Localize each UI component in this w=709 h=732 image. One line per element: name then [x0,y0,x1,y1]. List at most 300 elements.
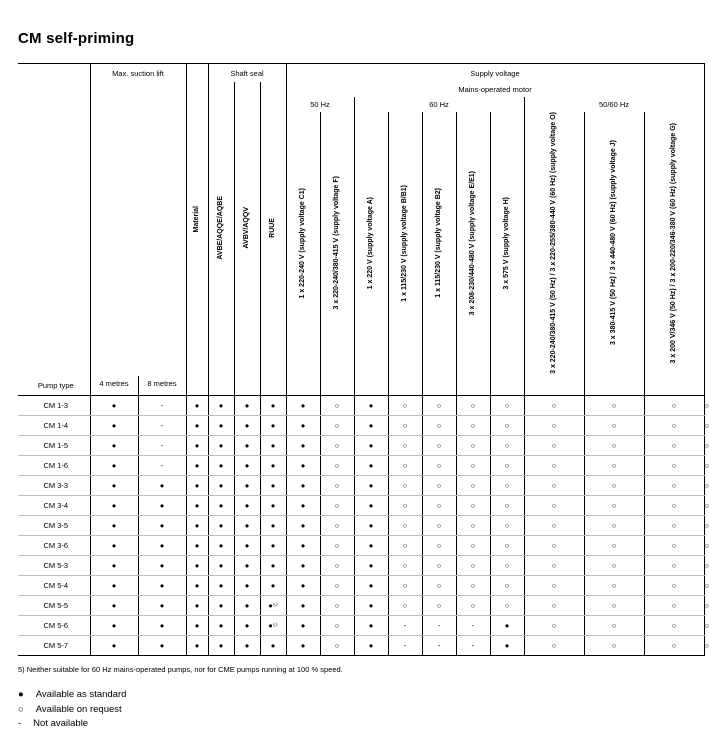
header-row-mains [18,82,704,97]
row-cell: ○ [524,395,584,415]
footnote: 5) Neither suitable for 60 Hz mains-operated pumps, nor for CME pumps running at 100 % speed. [18,664,343,674]
row-cell: ○ [524,455,584,475]
row-cell: ○ [422,455,456,475]
row-cell: ● [234,415,260,435]
spacer-v3-bottom [354,376,388,396]
row-cell: ○ [644,415,704,435]
row-cell: ○ [524,595,584,615]
row-cell: ● [234,635,260,655]
row-cell: ○ [320,395,354,415]
row-cell: ○ [422,555,456,575]
row-cell: ○ [456,435,490,455]
table-row: CM 1-6 ● - ● ● ● ● ● ○ ● ○ ○ ○ ○ ○ ○ ○ ○ [18,455,704,475]
row-cell: ○ [524,555,584,575]
header-5060hz: 50/60 Hz [524,97,704,112]
legend-symbol-standard: ● [18,688,24,700]
header-seal-avbe [208,82,234,376]
row-cell: ● [90,455,138,475]
spacer-v5-bottom [422,376,456,396]
header-row-metres [18,376,704,396]
spacer-v10-bottom [644,376,704,396]
header-supply-voltage: Supply voltage [286,64,704,83]
row-cell: ○ [456,395,490,415]
row-cell: ○ [456,535,490,555]
row-cell: ● [354,575,388,595]
spacer-seal1-bottom [208,376,234,396]
row-cell: ● [260,495,286,515]
matrix-body [18,395,709,655]
row-cell: ● [286,575,320,595]
header-voltage-a-label: 1 x 220 V (supply voltage A) [366,196,374,290]
row-cell: ○ [490,535,524,555]
row-cell: ● [354,515,388,535]
row-cell: ○ [524,575,584,595]
row-cell: ● [208,415,234,435]
row-cell: ○ [320,415,354,435]
header-voltage-h [490,112,524,376]
row-cell: ○ [320,495,354,515]
row-pump-type: CM 5-3 [18,555,90,575]
row-cell: ●⁵⁾ [260,615,286,635]
row-cell: ● [354,435,388,455]
row-cell: ● [138,615,186,635]
row-cell: ● [90,495,138,515]
header-mains-operated-motor: Mains-operated motor [286,82,704,97]
row-cell: ○ [584,595,644,615]
row-cell: ○ [388,455,422,475]
row-cell: ○ [584,395,644,415]
row-cell: ● [490,615,524,635]
spacer-v6-bottom [456,376,490,396]
row-cell: ● [90,435,138,455]
row-cell: ○ [456,495,490,515]
row-cell: ○ [490,575,524,595]
row-cell: ○ [584,635,644,655]
row-cell: ○ [644,635,704,655]
row-cell: ● [286,435,320,455]
row-cell: ○ [320,615,354,635]
row-pump-type: CM 5-7 [18,635,90,655]
row-cell: ○ [524,435,584,455]
header-voltage-e-e1 [456,112,490,376]
row-pump-type: CM 3-3 [18,475,90,495]
row-pump-type: CM 1-5 [18,435,90,455]
row-cell: ○ [490,395,524,415]
row-cell: ○ [422,395,456,415]
row-cell: ● [208,475,234,495]
row-cell: ● [208,515,234,535]
row-cell: ● [90,475,138,495]
row-cell: - [456,635,490,655]
row-cell: ○ [320,575,354,595]
row-cell: ○ [584,495,644,515]
row-cell: ○ [644,455,704,475]
header-seal-ruue [260,82,286,376]
row-cell: ○ [320,595,354,615]
row-cell: ● [186,475,208,495]
header-voltage-j [584,112,644,376]
row-cell: ● [286,515,320,535]
row-cell: ● [354,495,388,515]
row-cell: - [138,435,186,455]
row-cell: ● [208,595,234,615]
header-50hz: 50 Hz [286,97,354,112]
legend-item-unavailable [18,717,672,732]
row-cell: ○ [584,435,644,455]
header-8-metres: 8 metres [138,376,186,396]
row-cell: ● [260,475,286,495]
spacer-v7-bottom [490,376,524,396]
row-cell: ○ [320,455,354,475]
row-cell: ○ [644,495,704,515]
row-cell: ● [138,535,186,555]
header-voltage-f-label: 3 x 220-240/380-415 V (supply voltage F) [332,176,340,310]
row-cell: ● [234,495,260,515]
row-cell: ● [186,555,208,575]
row-cell: ○ [584,615,644,635]
row-cell: ○ [524,415,584,435]
row-cell: ○ [422,435,456,455]
row-cell: ○ [584,575,644,595]
row-cell: ● [138,635,186,655]
row-pump-type: CM 3-5 [18,515,90,535]
header-voltage-b-b1 [388,112,422,376]
header-suction-spacer [90,82,186,376]
row-cell: ● [186,615,208,635]
legend-text-request: Available on request [35,703,122,715]
header-seal-avbe-label: AVBE/AQQE/AQBE [216,196,224,260]
row-cell: ● [260,455,286,475]
row-cell: ○ [524,495,584,515]
row-cell: ● [286,395,320,415]
row-cell: ● [90,415,138,435]
row-cell: ● [208,535,234,555]
row-pump-type: CM 1-4 [18,415,90,435]
row-cell: - [138,415,186,435]
row-cell: ● [138,475,186,495]
spacer-v2-bottom [320,376,354,396]
row-cell: ● [90,615,138,635]
row-cell: ● [234,615,260,635]
row-cell: ● [90,635,138,655]
row-cell: ○ [524,635,584,655]
row-cell: - [388,615,422,635]
row-cell: ○ [524,615,584,635]
row-cell: ● [208,495,234,515]
table-row: CM 3-4 ● ● ● ● ● ● ● ○ ● ○ ○ ○ ○ ○ ○ ○ ○ [18,495,704,515]
row-cell: ○ [422,415,456,435]
row-cell: ○ [584,535,644,555]
row-cell: - [422,635,456,655]
row-cell: ● [90,395,138,415]
row-cell: - [138,455,186,475]
row-cell: ● [186,595,208,615]
row-cell: ○ [388,475,422,495]
row-cell: ● [286,475,320,495]
row-cell: ○ [490,475,524,495]
row-cell: ○ [388,595,422,615]
row-cell: ○ [422,495,456,515]
row-cell: ○ [490,595,524,615]
pump-type-header-cell [18,64,90,376]
row-cell: ○ [388,535,422,555]
row-pump-type: CM 3-4 [18,495,90,515]
legend-symbol-request: ○ [18,703,24,715]
row-cell: ● [260,535,286,555]
table-row: CM 5-5 ● ● ● ● ● ●⁵⁾ ● ○ ● ○ ○ ○ ○ ○ ○ ○ ○ [18,595,704,615]
row-cell: ○ [388,435,422,455]
row-cell: ● [354,455,388,475]
header-voltage-b2 [422,112,456,376]
row-cell: ○ [388,575,422,595]
row-cell: ○ [456,415,490,435]
row-cell: ○ [644,395,704,415]
row-cell: ● [208,635,234,655]
row-cell: ● [354,635,388,655]
header-voltage-a [354,112,388,376]
header-seal-ruue-label: RUUE [268,218,276,238]
row-cell: ● [260,635,286,655]
legend-symbol-unavailable: - [18,718,22,730]
row-cell: ● [286,555,320,575]
table-row: CM 3-6 ● ● ● ● ● ● ● ○ ● ○ ○ ○ ○ ○ ○ ○ ○ [18,535,704,555]
row-pump-type: CM 5-6 [18,615,90,635]
row-cell: ○ [456,455,490,475]
row-cell: ○ [644,575,704,595]
row-cell: ● [286,595,320,615]
row-pump-type: CM 3-6 [18,535,90,555]
row-cell: ● [354,595,388,615]
page-title: CM self-priming [18,30,135,47]
row-cell: ● [186,635,208,655]
row-cell: ○ [388,555,422,575]
header-max-suction-lift: Max. suction lift [90,64,186,83]
header-4-metres: 4 metres [90,376,138,396]
row-cell: ● [490,635,524,655]
header-voltage-e-e1-label: 3 x 208-230/440-480 V (supply voltage E/E1) [468,170,476,316]
row-cell: ○ [320,535,354,555]
row-cell: ● [286,535,320,555]
row-cell: ● [234,475,260,495]
document-page [0,30,709,730]
row-cell: ○ [490,555,524,575]
row-cell: ● [354,395,388,415]
row-cell: ● [234,595,260,615]
row-cell: ○ [644,435,704,455]
header-shaft-seal: Shaft seal [208,64,286,83]
row-cell: ○ [584,455,644,475]
row-cell: ○ [388,515,422,535]
spacer-v1-bottom [286,376,320,396]
header-seal-avbv [234,82,260,376]
row-cell: ○ [422,475,456,495]
row-cell: - [422,615,456,635]
row-cell: ○ [320,515,354,535]
spacer-v8-bottom [524,376,584,396]
row-cell: ○ [644,595,704,615]
row-cell: ● [186,575,208,595]
row-pump-type: CM 5-5 [18,595,90,615]
row-cell: ○ [422,575,456,595]
legend [18,688,672,732]
header-seal-avbv-label: AVBV/AQQV [242,207,250,249]
row-cell: ● [208,395,234,415]
header-voltage-j-label: 3 x 380-415 V (50 Hz) / 3 x 440-480 V (60 Hz) (supply voltage J) [609,140,617,346]
row-cell: - [138,395,186,415]
row-cell: ○ [490,415,524,435]
header-voltage-g [644,112,704,376]
row-cell: ● [138,575,186,595]
row-cell: ○ [456,575,490,595]
row-cell: ○ [456,475,490,495]
header-voltage-f [320,112,354,376]
row-cell: ● [234,395,260,415]
row-cell: ○ [644,515,704,535]
row-pump-type: CM 1-6 [18,455,90,475]
row-cell: ● [138,495,186,515]
row-cell: ○ [644,475,704,495]
compatibility-matrix [18,63,709,656]
table-row: CM 5-6 ● ● ● ● ● ●⁵⁾ ● ○ ● - - - ● ○ ○ ○ ○ [18,615,704,635]
row-cell: ● [286,455,320,475]
row-cell: ● [186,395,208,415]
row-cell: ○ [456,515,490,535]
header-voltage-c1-label: 1 x 220-240 V (supply voltage C1) [298,187,306,299]
pump-type-header: Pump type [18,376,90,396]
row-cell: ●⁵⁾ [260,595,286,615]
row-cell: ● [286,495,320,515]
legend-text-unavailable: Not available [33,718,89,730]
row-cell: ○ [320,635,354,655]
row-cell: ● [234,555,260,575]
row-cell: ● [90,535,138,555]
table-row: CM 1-4 ● - ● ● ● ● ● ○ ● ○ ○ ○ ○ ○ ○ ○ ○ [18,415,704,435]
row-cell: ○ [524,475,584,495]
row-cell: ○ [524,535,584,555]
spacer-v4-bottom [388,376,422,396]
header-voltage-h-label: 3 x 575 V (supply voltage H) [502,196,510,290]
row-cell: ● [208,575,234,595]
legend-text-standard: Available as standard [35,688,127,700]
row-cell: ● [260,415,286,435]
table-row: CM 1-3 ● - ● ● ● ● ● ○ ● ○ ○ ○ ○ ○ ○ ○ ○ [18,395,704,415]
table-row: CM 3-3 ● ● ● ● ● ● ● ○ ● ○ ○ ○ ○ ○ ○ ○ ○ [18,475,704,495]
row-cell: ● [354,535,388,555]
row-cell: ○ [490,435,524,455]
row-cell: ● [208,615,234,635]
row-cell: ○ [422,515,456,535]
row-pump-type: CM 1-3 [18,395,90,415]
row-cell: ● [186,435,208,455]
row-cell: ○ [456,555,490,575]
row-cell: ● [186,455,208,475]
legend-item-request [18,703,672,718]
row-cell: ● [234,575,260,595]
header-voltage-g-label: 3 x 200 V/346 V (50 Hz) / 3 x 200-220/346-380 V (60 Hz) (supply voltage G) [669,122,677,364]
row-cell: ○ [422,595,456,615]
row-cell: ○ [584,555,644,575]
row-cell: ● [186,515,208,535]
header-voltage-b-b1-label: 1 x 115/230 V (supply voltage B/B1) [400,184,408,302]
row-cell: ● [234,455,260,475]
row-cell: ○ [422,535,456,555]
row-cell: ○ [490,495,524,515]
header-material-label: Material [192,205,200,233]
table-row: CM 3-5 ● ● ● ● ● ● ● ○ ● ○ ○ ○ ○ ○ ○ ○ ○ [18,515,704,535]
row-cell: ● [260,515,286,535]
row-cell: ○ [320,475,354,495]
spacer-seal3-bottom [260,376,286,396]
legend-item-standard [18,688,672,703]
row-cell: ○ [388,395,422,415]
row-cell: ● [354,555,388,575]
row-cell: ● [234,435,260,455]
row-cell: ● [208,435,234,455]
row-cell: ○ [490,455,524,475]
header-voltage-o [524,112,584,376]
row-cell: ● [286,635,320,655]
spacer-seal2-bottom [234,376,260,396]
table-row: CM 5-4 ● ● ● ● ● ● ● ○ ● ○ ○ ○ ○ ○ ○ ○ ○ [18,575,704,595]
row-cell: ● [186,535,208,555]
row-cell: ○ [584,475,644,495]
row-cell: ● [138,595,186,615]
row-pump-type: CM 5-4 [18,575,90,595]
header-voltage-c1 [286,112,320,376]
row-cell: ● [186,415,208,435]
row-cell: ● [234,515,260,535]
row-cell: ● [260,555,286,575]
row-cell: ● [90,595,138,615]
table-row: CM 5-3 ● ● ● ● ● ● ● ○ ● ○ ○ ○ ○ ○ ○ ○ ○ [18,555,704,575]
row-cell: ● [90,575,138,595]
row-cell: ● [286,415,320,435]
row-cell: ○ [644,555,704,575]
row-cell: ● [234,535,260,555]
row-cell: ○ [320,435,354,455]
row-cell: ○ [388,495,422,515]
row-cell: ● [260,395,286,415]
row-cell: ○ [524,515,584,535]
row-cell: ○ [644,535,704,555]
row-cell: ● [208,555,234,575]
row-cell: ● [208,455,234,475]
spacer-material-bottom [186,376,208,396]
row-cell: ● [138,515,186,535]
header-material [186,64,208,376]
row-cell: ● [260,575,286,595]
row-cell: ○ [584,515,644,535]
row-cell: ○ [490,515,524,535]
header-voltage-o-label: 3 x 220-240/380-415 V (50 Hz) / 3 x 220-255/380-440 V (60 Hz) (supply voltage O) [549,112,557,374]
row-cell: ● [138,555,186,575]
row-cell: ○ [320,555,354,575]
row-cell: ○ [456,595,490,615]
row-cell: ● [354,475,388,495]
row-cell: ○ [644,615,704,635]
header-voltage-b2-label: 1 x 115/230 V (supply voltage B2) [434,188,442,298]
table-row: CM 5-7 ● ● ● ● ● ● ● ○ ● - - - ● ○ ○ ○ ○ [18,635,704,655]
table-row: CM 1-5 ● - ● ● ● ● ● ○ ● ○ ○ ○ ○ ○ ○ ○ ○ [18,435,704,455]
row-cell: - [388,635,422,655]
header-60hz: 60 Hz [354,97,524,112]
row-cell: - [456,615,490,635]
row-cell: ● [354,615,388,635]
spacer-v9-bottom [584,376,644,396]
row-cell: ● [260,435,286,455]
row-cell: ● [286,615,320,635]
row-cell: ○ [388,415,422,435]
